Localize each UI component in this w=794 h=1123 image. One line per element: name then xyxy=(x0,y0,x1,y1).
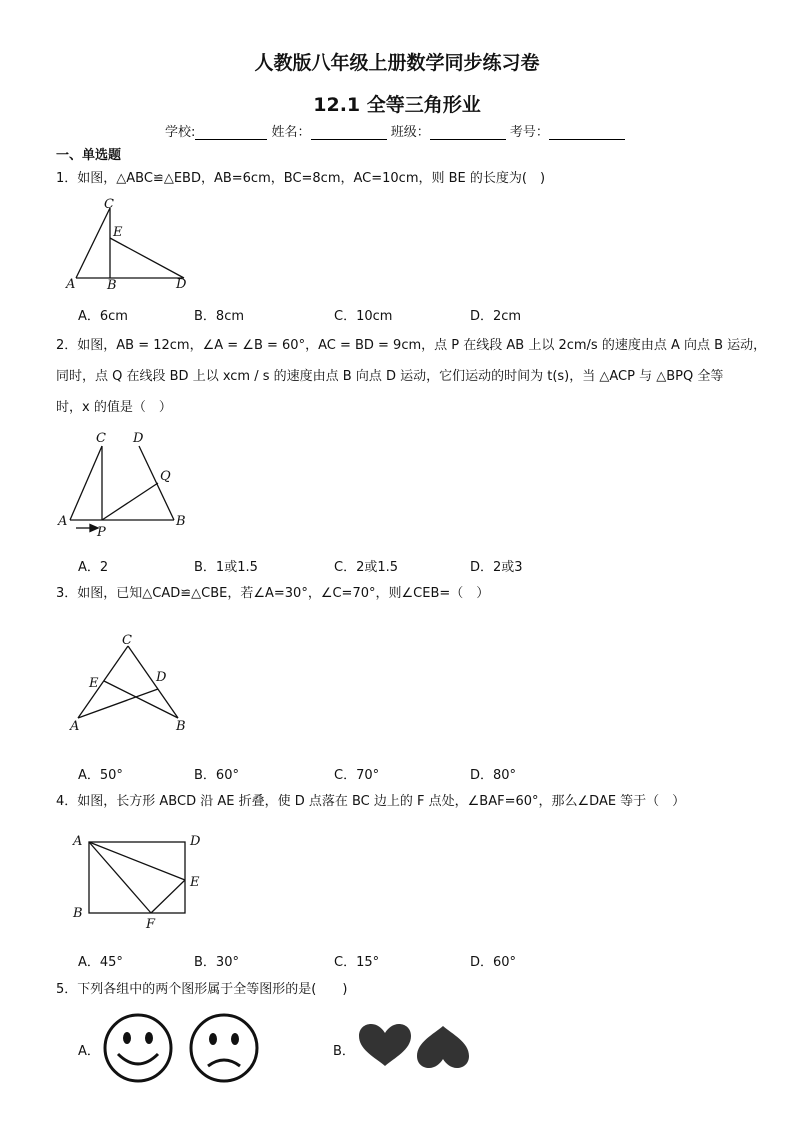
q3-label-d: D xyxy=(156,670,167,685)
q3-label-b: B xyxy=(176,719,186,734)
school-label: 学校: xyxy=(165,125,196,140)
q5-option-b-figure xyxy=(356,1022,476,1074)
q1-option-d[interactable]: D．2cm xyxy=(470,309,522,324)
school-blank[interactable] xyxy=(195,125,267,140)
page-title: 人教版八年级上册数学同步练习卷 xyxy=(254,52,540,74)
name-blank[interactable] xyxy=(311,125,387,140)
q2-option-c[interactable]: C．2或1.5 xyxy=(334,560,399,575)
q4-option-a[interactable]: A．45° xyxy=(78,955,123,970)
q4-label-b: B xyxy=(73,906,83,921)
q1-option-a[interactable]: A．6cm xyxy=(78,309,128,324)
q2-label-b: B xyxy=(176,514,186,529)
q4-option-c[interactable]: C．15° xyxy=(334,955,380,970)
q4-label-f: F xyxy=(146,917,156,932)
q4-label-d: D xyxy=(190,834,201,849)
heart-icon xyxy=(359,1024,411,1066)
number-label: 考号： xyxy=(509,125,549,140)
q2-option-b[interactable]: B．1或1.5 xyxy=(194,560,258,575)
q4-label-e: E xyxy=(190,875,200,890)
q3-option-b[interactable]: B．60° xyxy=(194,768,239,783)
q1-label-c: C xyxy=(104,197,114,212)
q2-label-d: D xyxy=(133,431,144,446)
question-1-figure xyxy=(62,196,202,292)
inverted-heart-icon xyxy=(417,1026,469,1068)
q4-option-d[interactable]: D．60° xyxy=(470,955,517,970)
student-info-row xyxy=(165,121,625,140)
name-label: 姓名： xyxy=(271,125,311,140)
number-blank[interactable] xyxy=(549,125,625,140)
question-2-stem-line-1: 2．如图，AB = 12cm，∠A = ∠B = 60°，AC = BD = 9cm，点 P 在线段 AB 上以 2cm/s 的速度由点 A 向点 B 运动， xyxy=(56,338,767,353)
q3-option-d[interactable]: D．80° xyxy=(470,768,517,783)
question-5-stem: 5．下列各组中的两个图形属于全等图形的是( ) xyxy=(56,982,348,997)
q4-option-b[interactable]: B．30° xyxy=(194,955,239,970)
question-4-stem: 4．如图，长方形 ABCD 沿 AE 折叠，使 D 点落在 BC 边上的 F 点处，∠BAF=60°，那么∠DAE 等于（ ） xyxy=(56,794,686,809)
q5-option-a-figure xyxy=(100,1012,270,1084)
q3-option-c[interactable]: C．70° xyxy=(334,768,380,783)
question-2-stem-line-2: 同时，点 Q 在线段 BD 上以 xcm / s 的速度由点 B 向点 D 运动，它们运动的时间为 t(s)，当 △ACP 与 △BPQ 全等 xyxy=(56,369,724,384)
question-1-stem: 1．如图，△ABC≌△EBD，AB=6cm，BC=8cm，AC=10cm，则 BE 的长度为( ) xyxy=(56,171,546,186)
class-label: 班级： xyxy=(390,125,430,140)
q1-label-d: D xyxy=(176,277,187,292)
smiley-happy-icon xyxy=(105,1015,171,1081)
question-2-figure xyxy=(56,428,196,538)
question-2-stem-line-3: 时，x 的值是（ ） xyxy=(56,400,172,415)
q2-label-p: P xyxy=(97,525,106,540)
q2-label-c: C xyxy=(96,431,106,446)
class-blank[interactable] xyxy=(430,125,506,140)
q3-label-a: A xyxy=(70,719,80,734)
page-subtitle: 12.1 全等三角形业 xyxy=(313,94,481,116)
q1-option-b[interactable]: B．8cm xyxy=(194,309,245,324)
q2-label-a: A xyxy=(58,514,68,529)
q1-option-c[interactable]: C．10cm xyxy=(334,309,393,324)
q3-label-e: E xyxy=(89,676,99,691)
q1-label-e: E xyxy=(113,225,123,240)
q3-option-a[interactable]: A．50° xyxy=(78,768,123,783)
question-4-figure xyxy=(68,830,208,932)
q2-option-d[interactable]: D．2或3 xyxy=(470,560,523,575)
smiley-sad-icon xyxy=(191,1015,257,1081)
section-title: 一、单选题 xyxy=(56,148,122,163)
q5-option-a[interactable]: A． xyxy=(78,1044,100,1059)
q5-option-b[interactable]: B． xyxy=(333,1044,355,1059)
q2-label-q: Q xyxy=(160,469,171,484)
q3-label-c: C xyxy=(122,633,132,648)
q1-label-a: A xyxy=(66,277,76,292)
question-3-figure xyxy=(66,630,196,735)
question-3-stem: 3．如图，已知△CAD≌△CBE，若∠A=30°，∠C=70°，则∠CEB=（ ） xyxy=(56,586,490,601)
q1-label-b: B xyxy=(107,278,117,293)
q4-label-a: A xyxy=(73,834,83,849)
q2-option-a[interactable]: A．2 xyxy=(78,560,109,575)
